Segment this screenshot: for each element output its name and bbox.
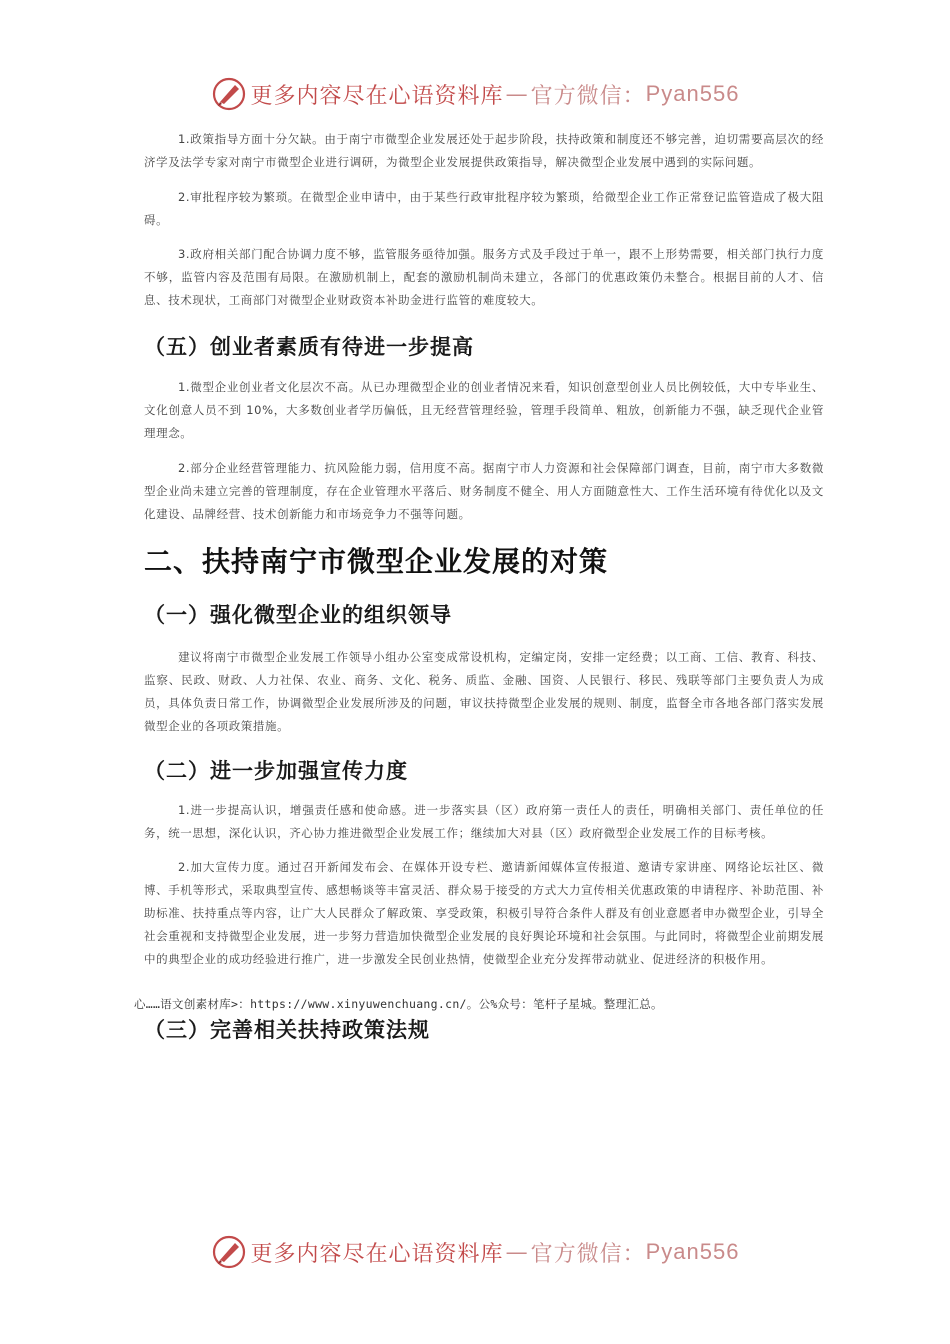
section-heading: （二）进一步加强宣传力度	[144, 759, 408, 783]
banner-main-text: 更多内容尽在心语资料库	[250, 83, 504, 109]
banner-main-text: 更多内容尽在心语资料库	[250, 1241, 504, 1267]
header-banner	[0, 72, 950, 116]
paragraph: 3.政府相关部门配合协调力度不够，监管服务亟待加强。服务方式及手段过于单一，跟不上形势需要，相关部门执行力度不够，监管内容及范围有局限。在激励机制上，配套的激励机制尚未建立，各部门的优惠政策仍未整合。根据目前的人才、信息、技术现状，工商部门对微型企业财政资本补助金进行监管的难度较大。	[144, 247, 824, 307]
paragraph: 建议将南宁市微型企业发展工作领导小组办公室变成常设机构，定编定岗，安排一定经费；以工商、工信、教育、科技、监察、民政、财政、人力社保、农业、商务、文化、税务、质监、金融、国资、人民银行、移民、残联等部门主要负责人为成员，具体负责日常工作，协调微型企业发展所涉及的问题，审议扶持微型企业发展的规则、制度，监督全市各地各部门落实发展微型企业的各项政策措施。	[144, 650, 824, 733]
pen-logo-icon	[211, 1234, 247, 1270]
section-heading: （五）创业者素质有待进一步提高	[144, 335, 474, 359]
banner-tail-text: 官方微信：	[530, 83, 646, 109]
paragraph: 2.审批程序较为繁琐。在微型企业申请中，由于某些行政审批程序较为繁琐，给微型企业工作正常登记监管造成了极大阻碍。	[144, 190, 824, 227]
banner-wechat-id: Pyan556	[645, 1239, 740, 1264]
paragraph: 2.加大宣传力度。通过召开新闻发布会、在媒体开设专栏、邀请新闻媒体宣传报道、邀请专家讲座、网络论坛社区、微博、手机等形式，采取典型宣传、感想畅谈等丰富灵活、群众易于接受的方式大力宣传相关优惠政策的申请程序、补助范围、补助标准、扶持重点等内容，让广大人民群众了解政策、享受政策，积极引导符合条件人群及有创业意愿者申办微型企业，引导全社会重视和支持微型企业发展，进一步努力营造加快微型企业发展的良好舆论环境和社会氛围。与此同时，将微型企业前期发展中的典型企业的成功经验进行推广，进一步激发全民创业热情，使微型企业充分发挥带动就业、促进经济的积极作用。	[144, 860, 824, 966]
section-heading: （三）完善相关扶持政策法规	[144, 1018, 430, 1042]
paragraph: 2.部分企业经营管理能力、抗风险能力弱，信用度不高。据南宁市人力资源和社会保障部门调查，目前，南宁市大多数微型企业尚未建立完善的管理制度，存在企业管理水平落后、财务制度不健全、用人方面随意性大、工作生活环境有待优化以及文化建设、品牌经营、技术创新能力和市场竞争力不强等问题。	[144, 461, 824, 521]
banner-tail-text: 官方微信：	[530, 1241, 646, 1267]
paragraph: 1.政策指导方面十分欠缺。由于南宁市微型企业发展还处于起步阶段，扶持政策和制度还不够完善，迫切需要高层次的经济学及法学专家对南宁市微型企业进行调研，为微型企业发展提供政策指导，解决微型企业发展中遇到的实际问题。	[144, 132, 824, 169]
footer-banner	[0, 1230, 950, 1274]
pen-logo-icon	[211, 76, 247, 112]
banner-wechat-id: Pyan556	[645, 81, 740, 106]
banner-separator: —	[505, 81, 529, 107]
chapter-heading: 二、扶持南宁市微型企业发展的对策	[144, 545, 609, 578]
paragraph: 1.微型企业创业者文化层次不高。从已办理微型企业的创业者情况来看，知识创意型创业人员比例较低，大中专毕业生、文化创意人员不到 10%，大多数创业者学历偏低，且无经营管理经验，管理手段简单、粗放，创新能力不强，缺乏现代企业管理理念。	[144, 380, 824, 440]
banner-separator: —	[505, 1239, 529, 1265]
section-heading: （一）强化微型企业的组织领导	[144, 603, 452, 627]
paragraph: 1.进一步提高认识，增强责任感和使命感。进一步落实县（区）政府第一责任人的责任，明确相关部门、责任单位的任务，统一思想，深化认识，齐心协力推进微型企业发展工作；继续加大对县（区）政府微型企业发展工作的目标考核。	[144, 803, 824, 840]
source-note: 心……语文创素材库>：https://www.xinyuwenchuang.cn/。公%众号：笔杆子星城。整理汇总。	[134, 997, 663, 1011]
